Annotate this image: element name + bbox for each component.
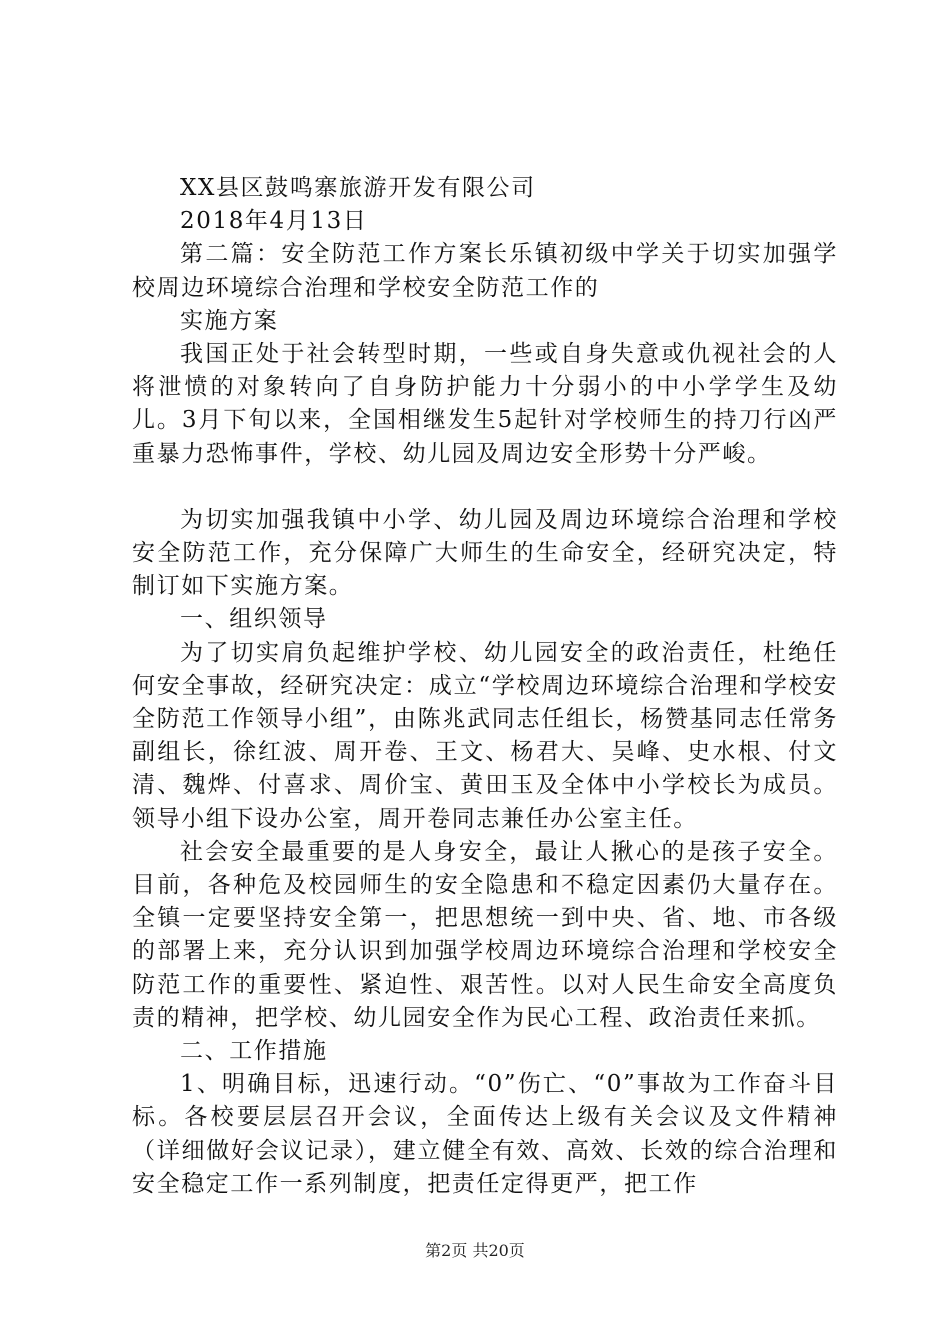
section-subtitle-line: 实施方案 <box>180 307 279 334</box>
page-footer <box>0 1241 950 1261</box>
body-paragraph: 为切实加强我镇中小学、幼儿园及周边环境综合治理和学校安全防范工作，充分保障广大师生的生命安全，经研究决定，特制订如下实施方案。 <box>132 506 838 600</box>
date-line: 2018年4月13日 <box>180 208 368 235</box>
page-number: 第2页 共20页 <box>425 1241 525 1260</box>
body-paragraph: 1、明确目标，迅速行动。“0”伤亡、“0”事故为工作奋斗目标。各校要层层召开会议，全面传达上级有关会议及文件精神（详细做好会议记录），建立健全有效、高效、长效的综合治理和安全稳定工作一系列制度，把责任定得更严，把工作 <box>132 1071 838 1197</box>
company-name-line: XX县区鼓鸣寨旅游开发有限公司 <box>180 175 536 201</box>
heading-organization: 一、组织领导 <box>180 606 328 633</box>
body-paragraph: 我国正处于社会转型时期，一些或自身失意或仇视社会的人将泄愤的对象转向了自身防护能力十分弱小的中小学学生及幼儿。3月下旬以来，全国相继发生5起针对学校师生的持刀行凶严重暴力恐怖事件，学校、幼儿园及周边安全形势十分严峻。 <box>132 341 838 467</box>
heading-measures: 二、工作措施 <box>180 1038 328 1065</box>
body-paragraph: 社会安全最重要的是人身安全，最让人揪心的是孩子安全。目前，各种危及校园师生的安全隐患和不稳定因素仍大量存在。全镇一定要坚持安全第一，把思想统一到中央、省、地、市各级的部署上来，充分认识到加强学校周边环境综合治理和学校安全防范工作的重要性、紧迫性、艰苦性。以对人民生命安全高度负责的精神，把学校、幼儿园安全作为民心工程、政治责任来抓。 <box>132 838 838 1031</box>
document-body <box>132 172 838 1201</box>
section-title-line: 第二篇：安全防范工作方案长乐镇初级中学关于切实加强学校周边环境综合治理和学校安全防范工作的 <box>132 241 838 301</box>
body-paragraph: 为了切实肩负起维护学校、幼儿园安全的政治责任，杜绝任何安全事故，经研究决定：成立“学校周边环境综合治理和学校安全防范工作领导小组”，由陈兆武同志任组长，杨赞基同志任常务副组长，徐红波、周开卷、王文、杨君大、吴峰、史水根、付文清、魏烨、付喜求、周价宝、黄田玉及全体中小学校长为成员。领导小组下设办公室，周开卷同志兼任办公室主任。 <box>132 639 838 832</box>
